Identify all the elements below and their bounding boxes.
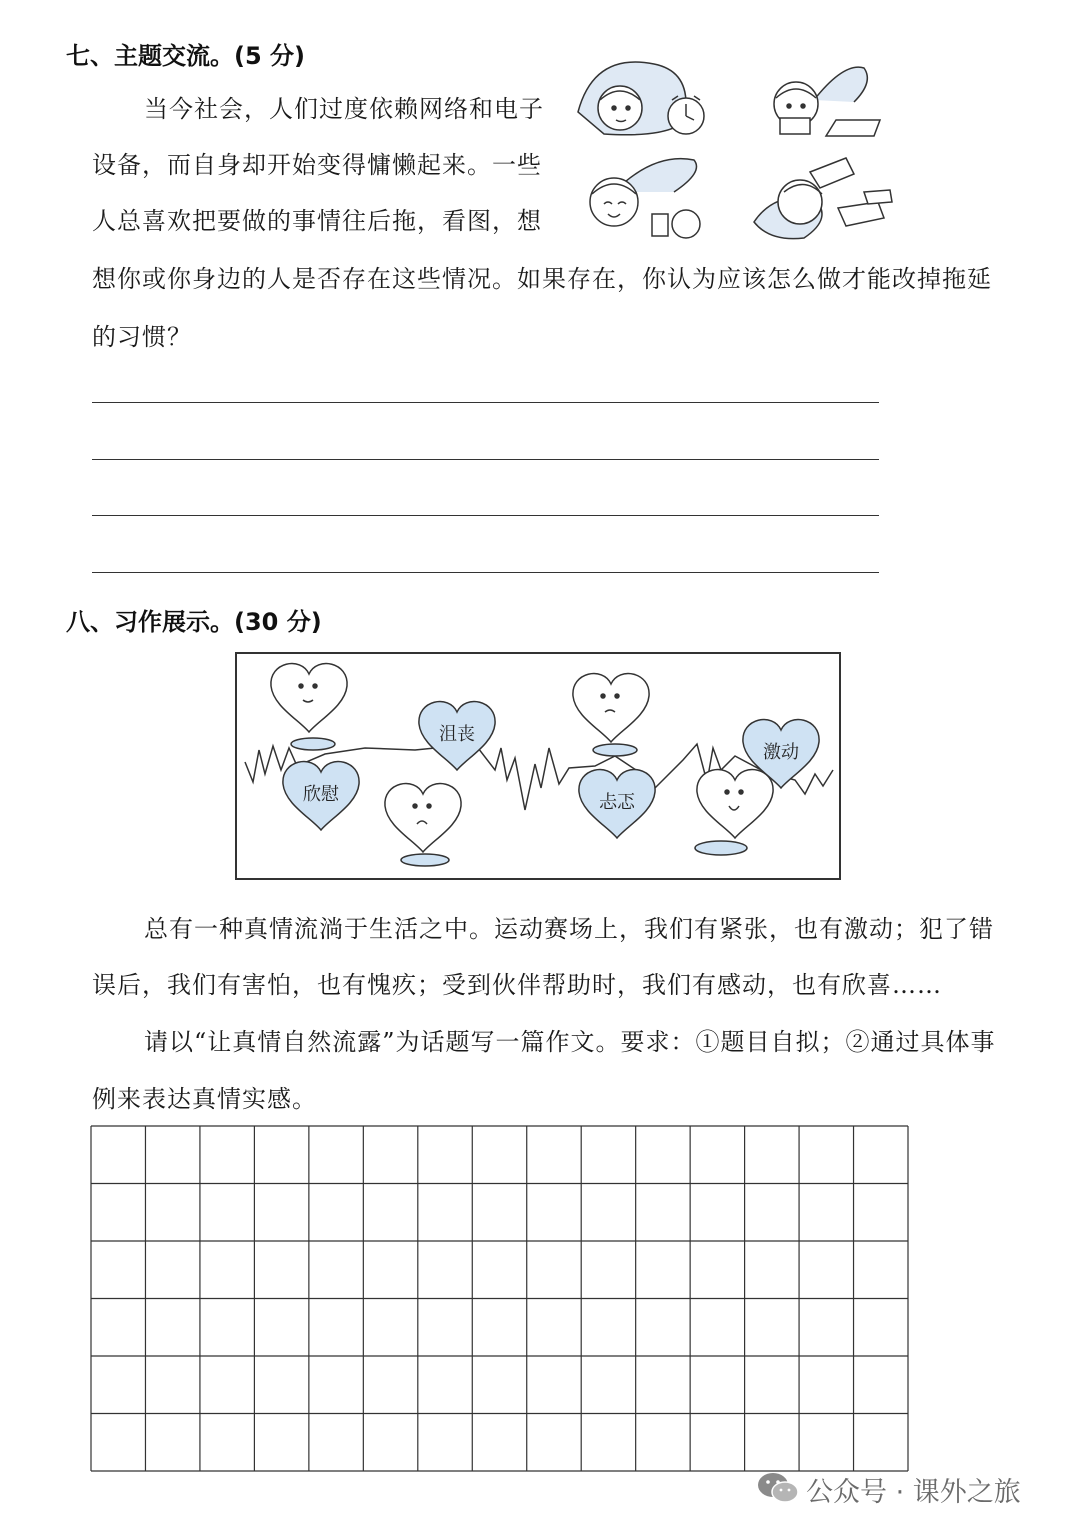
heart-label-2: 欣慰 <box>303 784 339 805</box>
section-8-line-4: 例来表达真情实感。 <box>92 1085 317 1113</box>
writing-grid[interactable] <box>90 1125 910 1473</box>
emotion-hearts-illustration <box>235 652 841 882</box>
section-7-line-3: 人总喜欢把要做的事情往后拖，看图，想 <box>92 207 542 235</box>
section-7-line-4: 想你或你身边的人是否存在这些情况。如果存在，你认为应该怎么做才能改掉拖延 <box>92 265 992 293</box>
procrastination-illustration <box>574 42 904 248</box>
heart-label-1: 沮丧 <box>439 724 475 745</box>
answer-line[interactable] <box>92 572 879 573</box>
answer-line[interactable] <box>92 515 879 516</box>
watermark-text: 公众号 · 课外之旅 <box>806 1477 1021 1508</box>
section-8-line-2: 误后，我们有害怕，也有愧疚；受到伙伴帮助时，我们有感动，也有欣喜…… <box>92 971 942 999</box>
section-8-line-1: 总有一种真情流淌于生活之中。运动赛场上，我们有紧张，也有激动；犯了错 <box>144 915 994 943</box>
section-8-line-3: 请以“让真情自然流露”为话题写一篇作文。要求：①题目自拟；②通过具体事 <box>144 1028 996 1056</box>
section-7-line-1: 当今社会，人们过度依赖网络和电子 <box>144 95 544 123</box>
watermark <box>756 1466 1056 1510</box>
section-8-heading: 八、习作展示。(30 分) <box>66 608 322 636</box>
wechat-icon <box>756 1470 800 1506</box>
heart-label-4: 激动 <box>763 742 799 763</box>
section-7-line-5: 的习惯？ <box>92 323 192 351</box>
section-7-heading: 七、主题交流。(5 分) <box>66 42 305 70</box>
answer-line[interactable] <box>92 459 879 460</box>
section-7-line-2: 设备，而自身却开始变得慵懒起来。一些 <box>92 151 542 179</box>
answer-line[interactable] <box>92 402 879 403</box>
heart-label-3: 忐忑 <box>599 792 635 813</box>
